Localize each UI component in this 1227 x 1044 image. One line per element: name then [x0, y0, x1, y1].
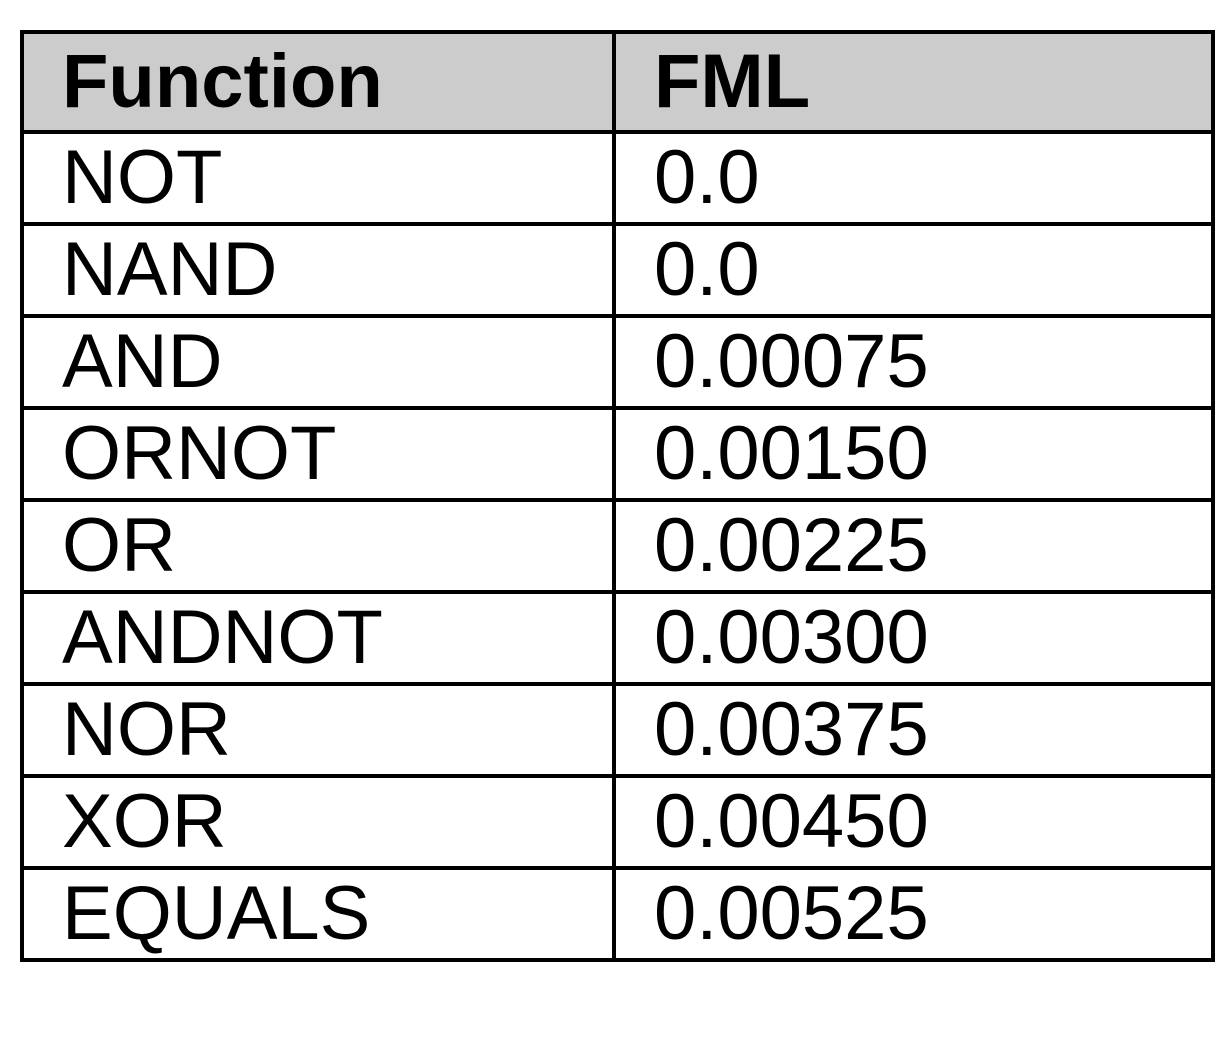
function-cell: OR — [22, 500, 614, 592]
function-cell: ANDNOT — [22, 592, 614, 684]
table-row — [22, 776, 1213, 868]
fml-cell: 0.00150 — [614, 408, 1213, 500]
fml-cell: 0.00075 — [614, 316, 1213, 408]
table-row — [22, 868, 1213, 960]
fml-cell: 0.00525 — [614, 868, 1213, 960]
table-row — [22, 408, 1213, 500]
fml-cell: 0.00450 — [614, 776, 1213, 868]
table-header-row — [22, 32, 1213, 132]
fml-cell: 0.00225 — [614, 500, 1213, 592]
function-cell: NOT — [22, 132, 614, 224]
function-cell: ORNOT — [22, 408, 614, 500]
function-cell: NOR — [22, 684, 614, 776]
table-row — [22, 316, 1213, 408]
fml-cell: 0.0 — [614, 132, 1213, 224]
function-cell: XOR — [22, 776, 614, 868]
function-cell: EQUALS — [22, 868, 614, 960]
table-row — [22, 500, 1213, 592]
table-row — [22, 592, 1213, 684]
column-header-function: Function — [22, 32, 614, 132]
table-row — [22, 684, 1213, 776]
fml-table — [20, 30, 1215, 962]
table-row — [22, 224, 1213, 316]
function-cell: NAND — [22, 224, 614, 316]
table-row — [22, 132, 1213, 224]
fml-cell: 0.00300 — [614, 592, 1213, 684]
fml-cell: 0.0 — [614, 224, 1213, 316]
fml-cell: 0.00375 — [614, 684, 1213, 776]
function-cell: AND — [22, 316, 614, 408]
column-header-fml: FML — [614, 32, 1213, 132]
